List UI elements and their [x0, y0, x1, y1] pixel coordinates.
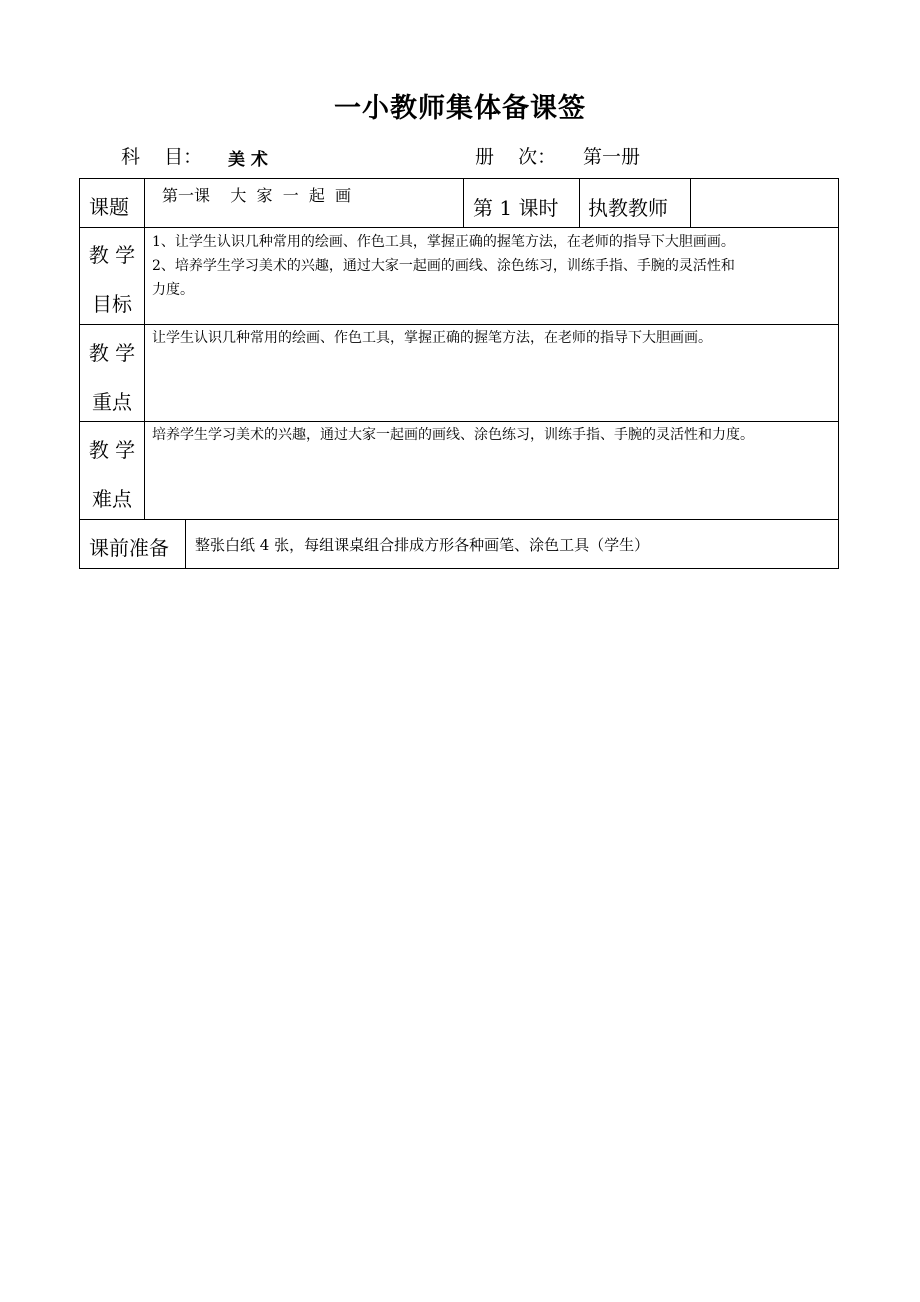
- page-title: 一小教师集体备课签: [334, 93, 586, 124]
- teacher-label: 执教教师: [588, 196, 668, 220]
- goals-label-line2: 目标: [92, 292, 132, 316]
- difficulties-text: 培养学生学习美术的兴趣，通过大家一起画的画线、涂色练习，训练手指、手腕的灵活性和力度。: [152, 427, 754, 443]
- teacher-label-cell: [579, 178, 691, 228]
- subject-value: 美 术: [228, 150, 268, 170]
- topic-label-cell: [79, 178, 145, 228]
- topic-value-cell: [144, 178, 464, 228]
- period-cell: [463, 178, 580, 228]
- difficulties-label-line1: 教 学: [88, 438, 136, 462]
- keypoints-label-cell: [79, 324, 145, 422]
- period-value: 第 1 课时: [473, 196, 559, 220]
- preparation-content-cell: [185, 519, 839, 569]
- keypoints-content-cell: [144, 324, 839, 422]
- keypoints-label-line2: 重点: [92, 390, 132, 414]
- difficulties-content-cell: [144, 421, 839, 520]
- goals-line-2: 2、培养学生学习美术的兴趣，通过大家一起画的画线、涂色练习，训练手指、手腕的灵活性和: [152, 258, 735, 274]
- goals-content-cell: [144, 227, 839, 325]
- goals-line-1: 1、让学生认识几种常用的绘画、作色工具，掌握正确的握笔方法，在老师的指导下大胆画画。: [152, 234, 735, 250]
- topic-value: 第一课 大 家 一 起 画: [162, 186, 352, 205]
- volume-value: 第一册: [583, 146, 641, 168]
- goals-line-3: 力度。: [152, 282, 194, 298]
- difficulties-label-cell: [79, 421, 145, 520]
- topic-label: 课题: [89, 195, 129, 219]
- keypoints-text: 让学生认识几种常用的绘画、作色工具，掌握正确的握笔方法，在老师的指导下大胆画画。: [152, 330, 712, 346]
- volume-label: 册 次：: [475, 146, 557, 168]
- subject-label: 科 目：: [121, 146, 203, 168]
- keypoints-label-line1: 教 学: [88, 341, 136, 365]
- teacher-value-cell: [690, 178, 839, 228]
- preparation-label-cell: [79, 519, 186, 569]
- difficulties-label-line2: 难点: [92, 487, 132, 511]
- preparation-text: 整张白纸 4 张，每组课桌组合排成方形各种画笔、涂色工具（学生）: [195, 536, 650, 554]
- goals-label-line1: 教 学: [88, 243, 136, 267]
- goals-label-cell: [79, 227, 145, 325]
- preparation-label: 课前准备: [89, 536, 169, 560]
